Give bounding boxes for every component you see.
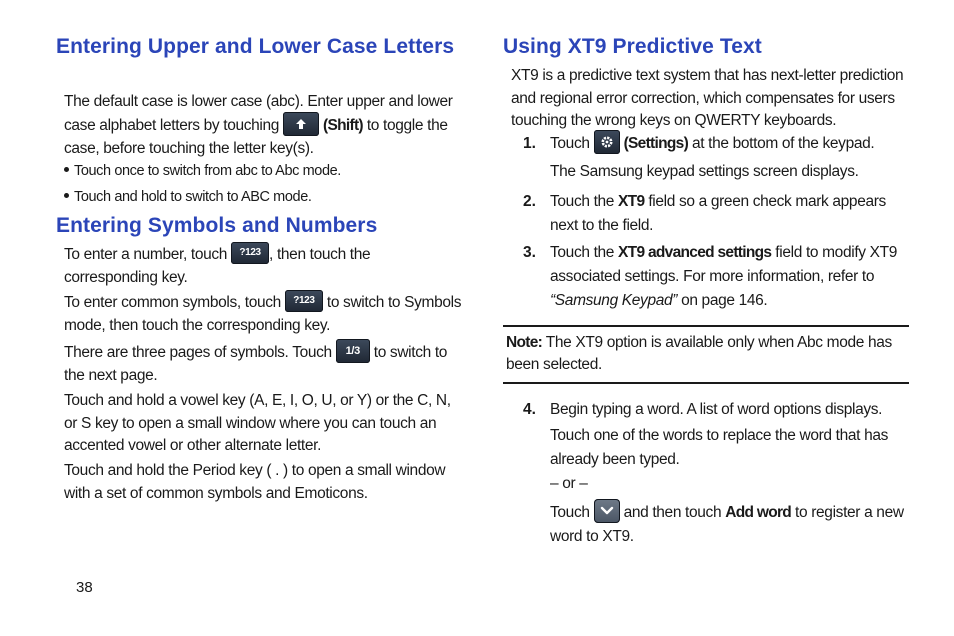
bold-text: XT9 (618, 193, 645, 210)
note (506, 332, 906, 376)
text: on page 146. (681, 292, 768, 309)
bullet-2 (64, 187, 312, 207)
step-number: 4. (523, 401, 536, 418)
shift-key (283, 112, 319, 136)
settings-gear-icon (600, 135, 614, 149)
step-1-result: The Samsung keypad settings screen displays. (550, 163, 859, 180)
text: field to modify XT9 associated settings. For more information, refer to (550, 244, 898, 285)
page-number: 38 (76, 579, 93, 596)
paragraph-number (64, 244, 464, 289)
text: to toggle the case, before touching the letter key(s). (64, 116, 448, 157)
text: Touch (550, 135, 590, 153)
bullet-1 (64, 161, 341, 181)
settings-label: (Settings) (623, 135, 689, 153)
note-bottom-rule (503, 382, 909, 384)
paragraph-pages (64, 341, 464, 388)
paragraph-vowel: Touch and hold a vowel key (A, E, I, O, U, or Y) or the C, N, or S key to open a small window where you can touch an accented vowel or other alternate letter. (64, 392, 451, 454)
chevron-key (594, 499, 620, 523)
shift-label: (Shift) (323, 116, 363, 134)
step-2 (550, 190, 910, 238)
paragraph-period: Touch and hold the Period key ( . ) to open a small window with a set of common symbols and Emoticons. (64, 462, 446, 502)
step-number: 3. (523, 244, 536, 261)
shift-arrow-icon (295, 118, 307, 130)
text: The default case is lower case (abc). Enter upper and lower case alphabet letters by touching (64, 93, 453, 134)
step-number: 2. (523, 193, 536, 210)
text: to switch to the next page. (64, 344, 448, 384)
sym-key: ?123 (231, 242, 269, 264)
text: Touch the (550, 244, 615, 261)
heading-upper-lower-case: Entering Upper and Lower Case Letters (56, 35, 455, 58)
text: to switch to Symbols mode, then touch the corresponding key. (64, 294, 462, 334)
text: field so a green check mark appears next to the field. (550, 193, 886, 234)
text: at the bottom of the keypad. (692, 135, 875, 153)
step-number: 1. (523, 135, 536, 152)
text: There are three pages of symbols. Touch (64, 344, 332, 362)
note-text: The XT9 option is available only when Abc mode has been selected. (506, 334, 892, 373)
step-4-or: – or – (550, 475, 588, 492)
note-label: Note: (506, 334, 543, 351)
step-4-line1: Begin typing a word. A list of word options displays. (550, 401, 883, 418)
text: to register a new word to XT9. (550, 504, 904, 546)
paragraph-xt9-intro: XT9 is a predictive text system that has next-letter prediction and regional error correction, which compensates for users touching the wrong keys on QWERTY keyboards. (511, 67, 904, 129)
step-3 (550, 241, 910, 313)
text: Touch (550, 504, 590, 522)
text: Touch the (550, 193, 615, 210)
bullet-dot (64, 193, 69, 198)
page-key: 1/3 (336, 339, 370, 363)
text: To enter common symbols, touch (64, 294, 281, 312)
bold-text: Add word (725, 504, 792, 522)
step-4-line2: Touch one of the words to replace the word that has already been typed. (550, 427, 889, 468)
sym-key: ?123 (285, 290, 323, 312)
settings-key (594, 130, 620, 154)
text: , then touch the corresponding key. (64, 246, 371, 286)
bullet-text: Touch once to switch from abc to Abc mode. (74, 163, 341, 179)
paragraph-symbols (64, 292, 464, 337)
bullet-dot (64, 167, 69, 172)
step-4-touch (550, 501, 910, 549)
paragraph-case (64, 91, 464, 160)
cross-reference[interactable]: “Samsung Keypad” (550, 292, 678, 309)
text: and then touch (623, 504, 722, 522)
heading-xt9: Using XT9 Predictive Text (503, 35, 762, 58)
bold-text: XT9 advanced settings (618, 244, 772, 261)
step-1 (550, 132, 910, 156)
heading-symbols-numbers: Entering Symbols and Numbers (56, 214, 378, 237)
text: To enter a number, touch (64, 246, 228, 264)
note-top-rule (503, 325, 909, 327)
bullet-text: Touch and hold to switch to ABC mode. (74, 189, 312, 205)
chevron-down-icon (600, 506, 614, 516)
